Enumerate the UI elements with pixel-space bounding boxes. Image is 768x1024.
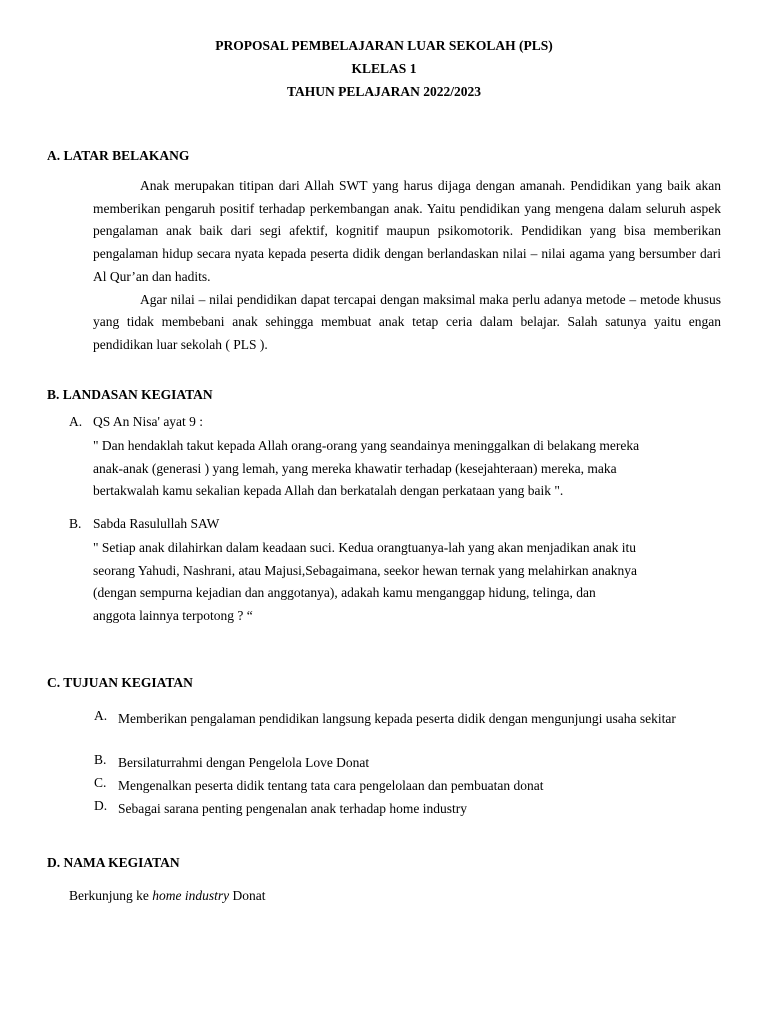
list-marker: A.	[69, 414, 83, 429]
list-marker: B.	[94, 752, 107, 767]
list-marker: D.	[94, 798, 108, 813]
quote-line: " Setiap anak dilahirkan dalam keadaan suci. Kedua orangtuanya-lah yang akan menjadikan anak itu	[93, 540, 637, 555]
quote-line: " Dan hendaklah takut kepada Allah orang-orang yang seandainya meninggalkan di belakang mereka	[93, 438, 640, 453]
document-title-line-2: KLELAS 1	[351, 61, 417, 76]
quote-line: bertakwalah kamu sekalian kepada Allah dan berkatalah dengan perkataan yang baik ".	[93, 483, 564, 499]
section-body-latar-belakang	[93, 175, 721, 357]
list-marker: B.	[69, 516, 82, 531]
document-title-line-1: PROPOSAL PEMBELAJARAN LUAR SEKOLAH (PLS)	[215, 38, 553, 53]
reference-title-sabda-rasulullah: Sabda Rasulullah SAW	[93, 516, 220, 531]
quote-line: anak-anak (generasi ) yang lemah, yang mereka khawatir terhadap (kesejahteraan) mereka, maka	[93, 460, 617, 476]
reference-title-qs-an-nisa: QS An Nisa' ayat 9 :	[93, 414, 204, 429]
activity-name-prefix: Berkunjung ke	[69, 888, 153, 903]
section-heading-nama-kegiatan: D. NAMA KEGIATAN	[47, 855, 180, 870]
list-marker: C.	[94, 775, 107, 790]
paragraph: Anak merupakan titipan dari Allah SWT yang harus dijaga dengan amanah. Pendidikan yang baik akan memberikan pengaruh positif terhadap perkembangan anak. Yaitu pendidikan yang mengena dalam seluruh aspek pengalaman anak baik dari segi afektif, kognitif maupun psikomotorik. Pendidikan yang bisa memberikan pengalaman hidup secara nyata kepada peserta didik dengan berlandaskan nilai – nilai agama yang bersumber dari Al Qur’an dan hadits.	[93, 178, 721, 284]
quote-line: anggota lainnya terpotong ? “	[93, 608, 253, 624]
list-item-text: Memberikan pengalaman pendidikan langsung kepada peserta didik dengan mengunjungi usaha sekitar	[118, 711, 676, 726]
document-title-line-3: TAHUN PELAJARAN 2022/2023	[286, 84, 481, 99]
quote-block	[93, 537, 733, 628]
section-heading-latar-belakang: A. LATAR BELAKANG	[47, 148, 190, 163]
quote-block	[93, 435, 733, 503]
quote-line: (dengan sempurna kejadian dan anggotanya), adakah kamu menganggap hidung, telinga, dan	[93, 585, 596, 601]
section-heading-tujuan-kegiatan: C. TUJUAN KEGIATAN	[47, 675, 193, 690]
list-item-text: Sebagai sarana penting pengenalan anak terhadap home industry	[118, 801, 467, 816]
paragraph: Agar nilai – nilai pendidikan dapat tercapai dengan maksimal maka perlu adanya metode – metode khusus yang tidak membebani anak sehingga membuat anak tetap ceria dalam belajar. Salah satunya yaitu engan pendidikan luar sekolah ( PLS ).	[93, 291, 721, 352]
quote-line: seorang Yahudi, Nashrani, atau Majusi,Sebagaimana, seekor hewan ternak yang melahirkan anaknya	[93, 562, 637, 578]
list-item-text: Mengenalkan peserta didik tentang tata cara pengelolaan dan pembuatan donat	[118, 778, 544, 793]
activity-name	[69, 888, 266, 904]
list-marker: A.	[94, 708, 108, 723]
section-heading-landasan-kegiatan: B. LANDASAN KEGIATAN	[47, 387, 213, 402]
list-item-text: Bersilaturrahmi dengan Pengelola Love Donat	[118, 755, 370, 770]
activity-name-suffix: Donat	[229, 888, 266, 903]
activity-name-italic: home industry	[152, 888, 230, 903]
